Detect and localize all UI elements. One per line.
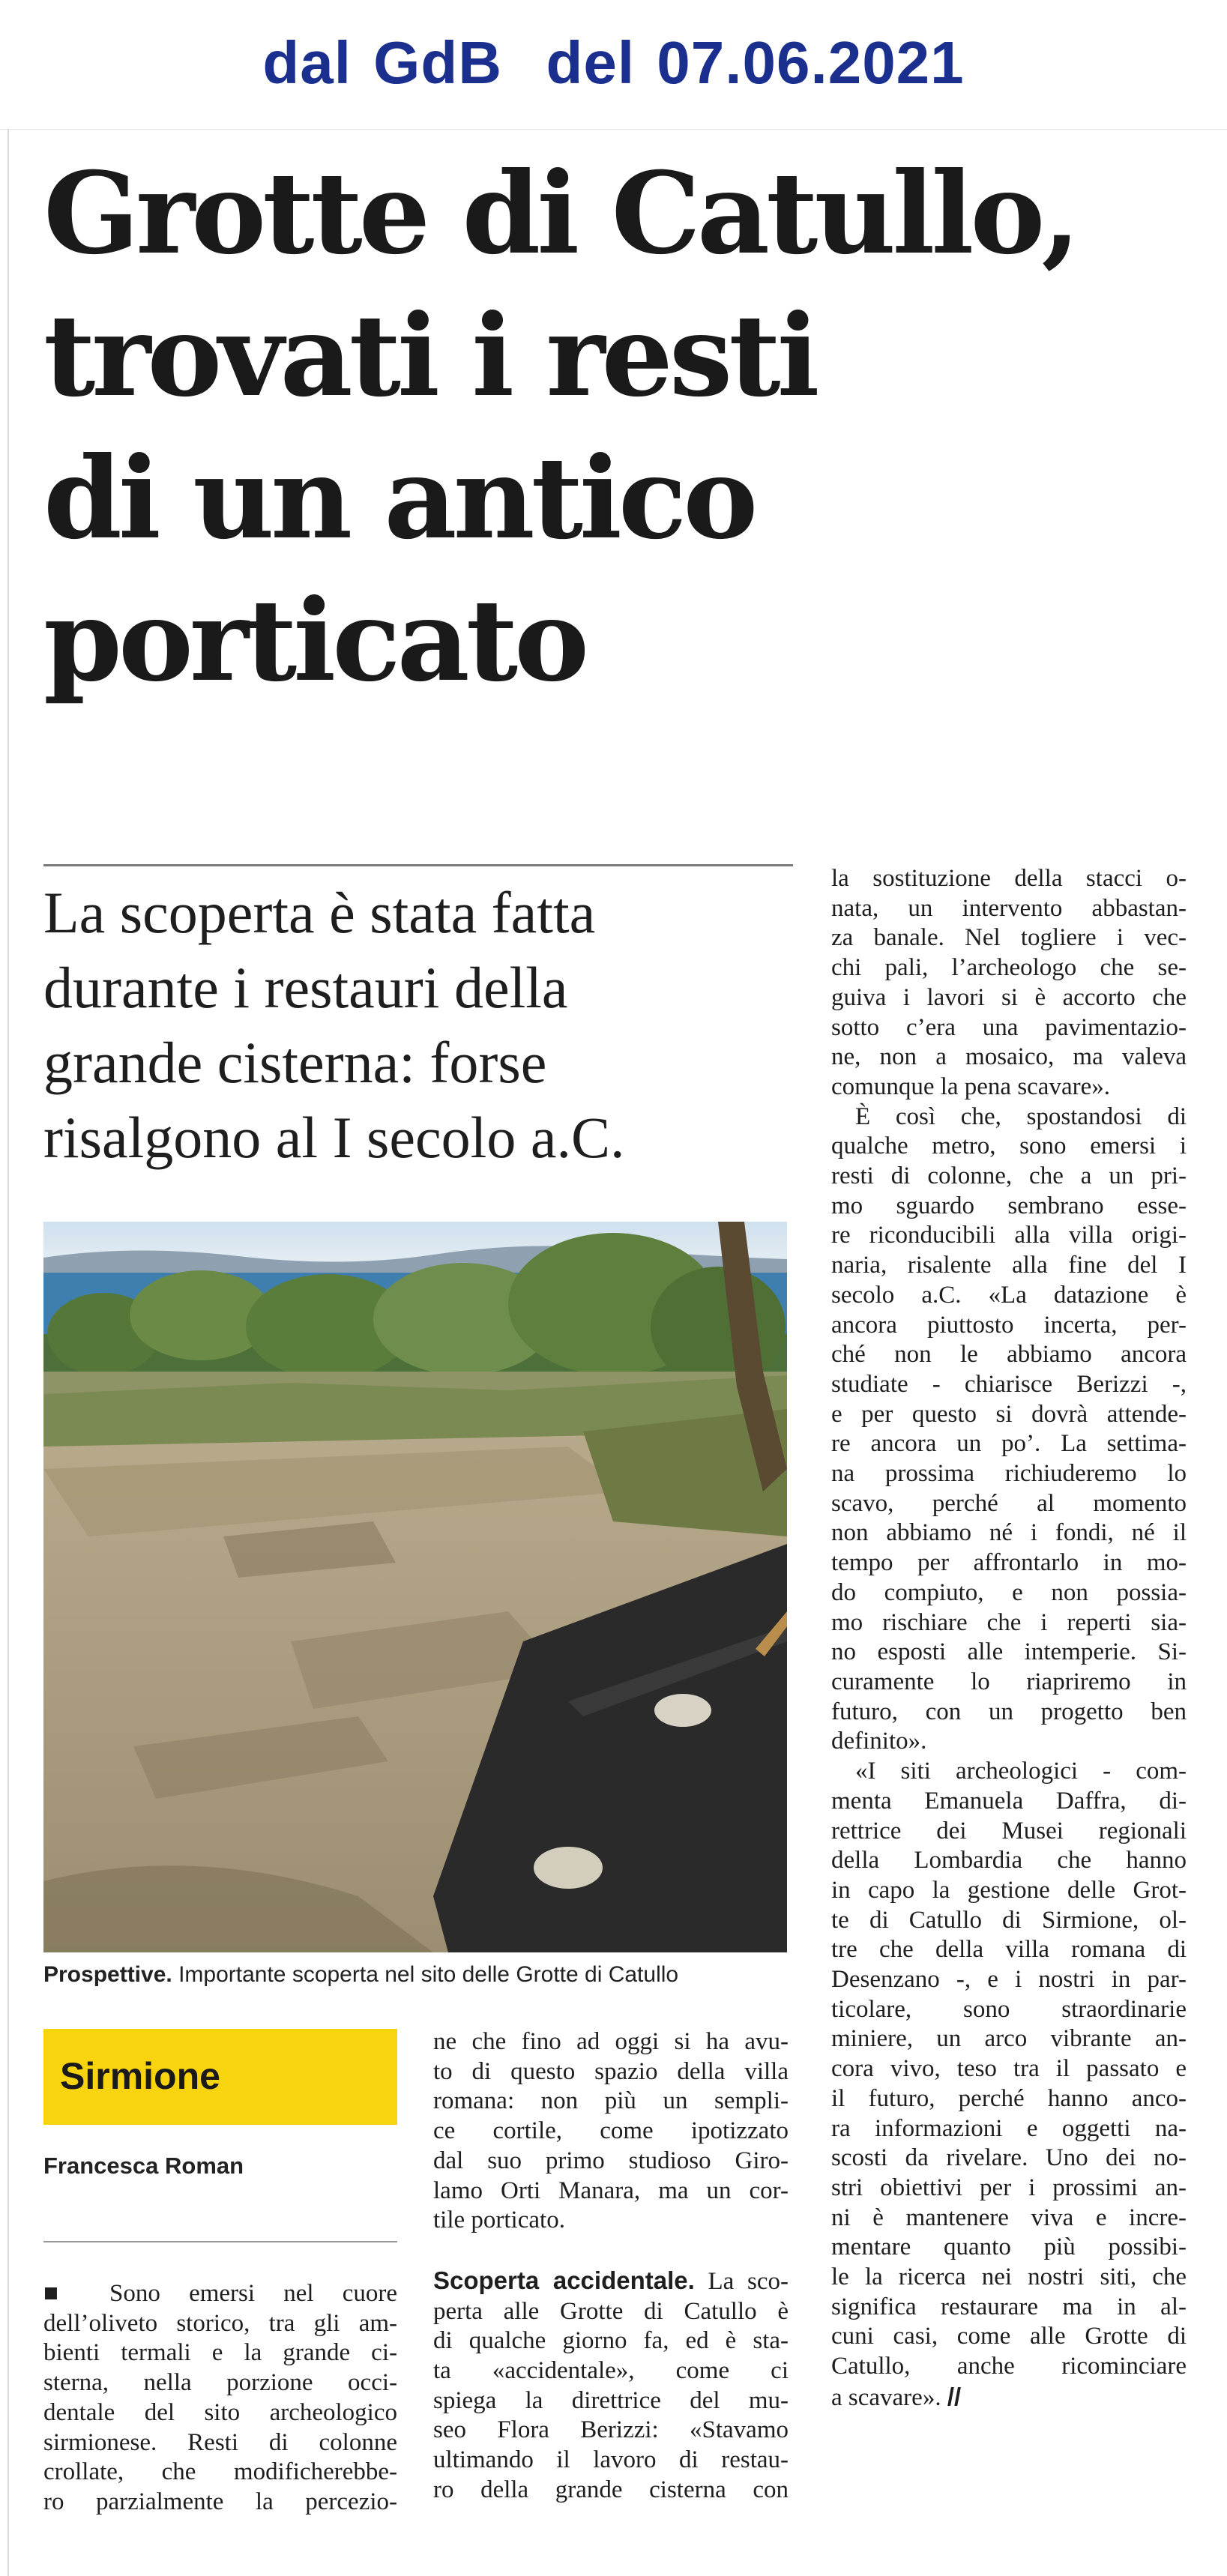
text-line: resti di colonne, che a un pri- xyxy=(831,1162,1187,1190)
text-line: ticolare, sono straordinarie xyxy=(831,1995,1187,2023)
subheadline-line: grande cisterna: forse xyxy=(43,1030,547,1095)
text-line: e per questo si dovrà attende- xyxy=(831,1400,1187,1428)
text-line: ché non le abbiamo ancora xyxy=(831,1341,1187,1369)
source-date-line: dal GdB del 07.06.2021 xyxy=(262,29,965,96)
subheadline-line: La scoperta è stata fatta xyxy=(43,880,596,945)
subheadline xyxy=(43,875,801,1175)
text-line: ra informazioni e oggetti na- xyxy=(831,2114,1187,2142)
text-line: secolo a.C. «La datazione è xyxy=(831,1281,1187,1309)
text-line: dell’oliveto storico, tra gli am- xyxy=(43,2309,397,2337)
text-line: in capo la gestione delle Grot- xyxy=(831,1876,1187,1904)
text-line: mo rischiare che i reperti sia- xyxy=(831,1608,1187,1636)
caption-lead: Prospettive. xyxy=(43,1962,172,1987)
text-line: della Lombardia che hanno xyxy=(831,1847,1187,1874)
text-line: tempo per affrontarlo in mo- xyxy=(831,1549,1187,1577)
photo-caption xyxy=(43,1962,793,1988)
text-line: re ancora un po’. La settima- xyxy=(831,1430,1187,1458)
subheadline-line: risalgono al I secolo a.C. xyxy=(43,1105,625,1170)
text-line: scavo, perché al momento xyxy=(831,1489,1187,1517)
text-line: ■ Sono emersi nel cuore xyxy=(43,2280,397,2307)
text-line: rettrice dei Musei regionali xyxy=(831,1817,1187,1844)
text-line: scosti da rivelare. Uno dei no- xyxy=(831,2144,1187,2172)
text-line: bienti termali e la grande ci- xyxy=(43,2339,397,2367)
text-line: significa restaurare ma in al- xyxy=(831,2293,1187,2320)
text-line: tre che della villa romana di xyxy=(831,1936,1187,1964)
text-line: tile porticato. xyxy=(433,2207,565,2234)
headline-line: trovati i resti xyxy=(43,290,816,422)
site-photo xyxy=(43,1222,787,1952)
text-line: spiega la direttrice del mu- xyxy=(433,2386,789,2414)
article-column-3 xyxy=(831,864,1187,2413)
headline xyxy=(43,142,1168,712)
text-line: definito». xyxy=(831,1728,927,1755)
text-line: dentale del sito archeologico xyxy=(43,2398,397,2426)
text-line: na prossima richiuderemo lo xyxy=(831,1460,1187,1488)
text-line: ancora piuttosto incerta, per- xyxy=(831,1311,1187,1339)
text-line: sotto c’era una pavimentazio- xyxy=(831,1013,1187,1041)
text-span: a scavare». xyxy=(831,2383,941,2411)
text-line: mo sguardo sembrano esse- xyxy=(831,1192,1187,1219)
text-line: futuro, con un progetto ben xyxy=(831,1698,1187,1725)
text-line xyxy=(831,2382,1187,2413)
text-line: ne, non a mosaico, ma valeva xyxy=(831,1043,1187,1071)
text-line: te di Catullo di Sirmione, ol- xyxy=(831,1906,1187,1934)
text-line: Catullo, anche ricominciare xyxy=(831,2353,1187,2380)
headline-line: porticato xyxy=(43,575,586,707)
text-line: mentare quanto più possibi- xyxy=(831,2233,1187,2261)
text-line: il futuro, perché hanno anco- xyxy=(831,2084,1187,2112)
text-line: curamente lo riapriremo in xyxy=(831,1668,1187,1695)
author-byline: Francesca Roman xyxy=(43,2153,244,2179)
text-line: comunque la pena scavare». xyxy=(831,1073,1110,1100)
text-line: menta Emanuela Daffra, di- xyxy=(831,1787,1187,1815)
text-line: nata, un intervento abbastan- xyxy=(831,894,1187,922)
subheadline-line: durante i restauri della xyxy=(43,955,568,1020)
headline-line: di un antico xyxy=(43,432,755,564)
text-line: non abbiamo né i fondi, né il xyxy=(831,1519,1187,1547)
byline-rule xyxy=(43,2241,397,2242)
text-line: stri obiettivi per i prossimi an- xyxy=(831,2174,1187,2201)
text-line: chi pali, l’archeologo che se- xyxy=(831,954,1187,982)
text-line: cuni casi, come alle Grotte di xyxy=(831,2323,1187,2350)
text-line: È così che, spostandosi di xyxy=(855,1103,1187,1130)
text-line: za banale. Nel togliere i vec- xyxy=(831,924,1187,952)
text-line: ce cortile, come ipotizzato xyxy=(433,2117,789,2145)
text-line: to di questo spazio della villa xyxy=(433,2057,789,2085)
section-subhead: Scoperta accidentale. xyxy=(433,2266,695,2294)
text-line: dal suo primo studioso Giro- xyxy=(433,2147,789,2174)
text-line: perta alle Grotte di Catullo è xyxy=(433,2297,789,2325)
text-line: ni è mantenere viva e incre- xyxy=(831,2204,1187,2231)
text-line: crollate, che modificherebbe- xyxy=(43,2458,397,2486)
text-line: miniere, un arco vibrante an- xyxy=(831,2025,1187,2053)
text-line: la sostituzione della stacci o- xyxy=(831,865,1187,892)
text-line: ne che fino ad oggi si ha avu- xyxy=(433,2028,789,2055)
text-line: ro della grande cisterna con xyxy=(433,2476,789,2503)
text-line: cora vivo, teso tra il passato e xyxy=(831,2055,1187,2083)
text-line: re riconducibili alla villa origi- xyxy=(831,1222,1187,1249)
text-span: La sco- xyxy=(694,2267,789,2295)
site-photo-illustration xyxy=(43,1222,787,1952)
text-line: Desenzano -, e i nostri in par- xyxy=(831,1966,1187,1994)
location-badge xyxy=(43,2029,397,2125)
text-line xyxy=(433,2266,789,2297)
text-line: «I siti archeologici - com- xyxy=(855,1758,1187,1785)
article-end-mark: // xyxy=(947,2382,962,2410)
text-line: do compiuto, e non possia- xyxy=(831,1578,1187,1606)
caption-text: Importante scoperta nel sito delle Grotte di Catullo xyxy=(172,1962,679,1987)
location-badge-label: Sirmione xyxy=(60,2055,220,2097)
text-line: romana: non più un sempli- xyxy=(433,2087,789,2115)
article-column-2 xyxy=(433,2027,789,2506)
page-margin-rule xyxy=(7,129,9,2576)
text-line: guiva i lavori si è accorto che xyxy=(831,983,1187,1011)
headline-line: Grotte di Catullo, xyxy=(43,148,1077,280)
text-line: studiate - chiarisce Berizzi -, xyxy=(831,1370,1187,1398)
text-line: di qualche giorno fa, ed è sta- xyxy=(433,2327,789,2355)
text-line: lamo Orti Manara, ma un cor- xyxy=(433,2177,789,2204)
text-line: ultimando il lavoro di restau- xyxy=(433,2446,789,2474)
text-line: seo Flora Berizzi: «Stavamo xyxy=(433,2416,789,2444)
text-line: no esposti alle intemperie. Si- xyxy=(831,1638,1187,1666)
text-line: sirmionese. Resti di colonne xyxy=(43,2428,397,2456)
text-line: sterna, nella porzione occi- xyxy=(43,2369,397,2397)
text-line: qualche metro, sono emersi i xyxy=(831,1132,1187,1160)
text-line: ta «accidentale», come ci xyxy=(433,2357,789,2385)
text-line: naria, risalente alla fine del I xyxy=(831,1252,1187,1279)
subheadline-rule xyxy=(43,864,793,866)
article-column-1 xyxy=(43,2279,397,2518)
text-line: ro parzialmente la percezio- xyxy=(43,2488,397,2515)
text-line: le la ricerca nei nostri siti, che xyxy=(831,2263,1187,2291)
